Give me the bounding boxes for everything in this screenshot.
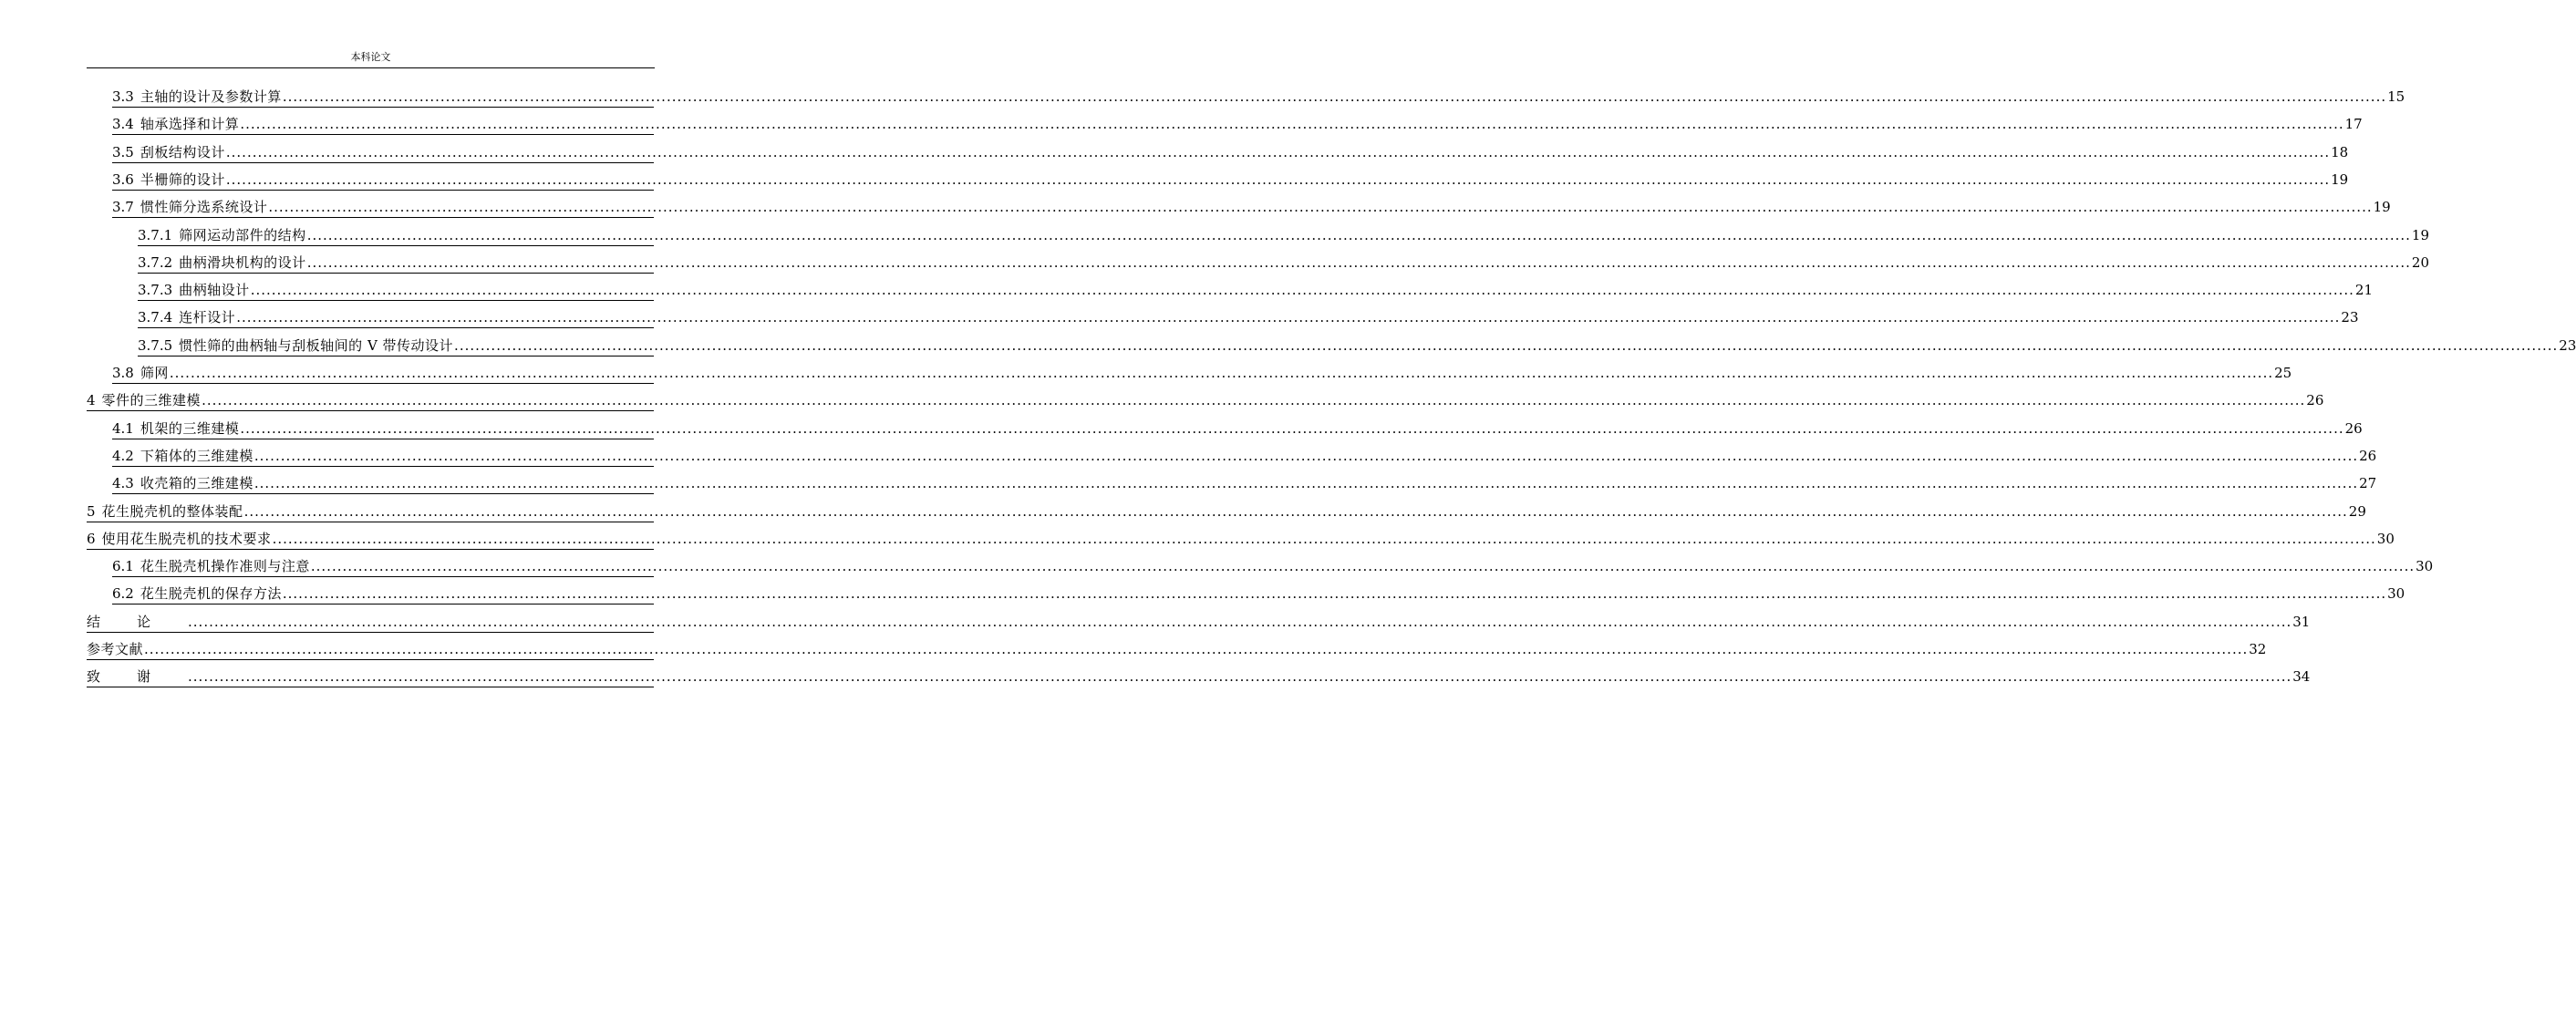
toc-entry-page-number: 23 [2559, 336, 2576, 354]
toc-entry-title: 收壳箱的三维建模 [140, 475, 253, 492]
toc-entry-page-number: 30 [2416, 558, 2434, 575]
toc-entry-number: 3.7.1 [138, 226, 173, 243]
toc-entry-title: 机架的三维建模 [140, 419, 240, 437]
toc-entry-number: 6.1 [112, 558, 134, 575]
toc-entry-title: 花生脱壳机的保存方法 [140, 585, 282, 603]
toc-dot-leader: ................................................................................................................................................................................................................................................................................................................................................................................................................ [202, 392, 2306, 409]
toc-entry-number: 3.6 [112, 170, 134, 188]
toc-entry-number: 3.7.5 [138, 336, 173, 354]
toc-entry-number: 3.4 [112, 116, 134, 133]
toc-entry-number: 4.3 [112, 475, 134, 492]
toc-entry-title: 连杆设计 [179, 309, 236, 326]
toc-entry-title: 致谢 [87, 668, 188, 686]
toc-entry-title: 下箱体的三维建模 [140, 447, 253, 464]
toc-entry-title: 结论 [87, 613, 188, 630]
toc-entry-number: 5 [87, 502, 96, 520]
toc-dot-leader: ................................................................................................................................................................................................................................................................................................................................................................................................................ [306, 226, 2411, 243]
toc-entry-title: 刮板结构设计 [140, 143, 225, 160]
toc-entry-page-number: 29 [2348, 502, 2366, 520]
toc-dot-leader: ................................................................................................................................................................................................................................................................................................................................................................................................................ [272, 530, 2376, 547]
toc-dot-leader: ................................................................................................................................................................................................................................................................................................................................................................................................................ [268, 199, 2373, 216]
toc-entry-page-number: 30 [2376, 530, 2395, 547]
toc-entry[interactable] [112, 167, 2349, 191]
toc-entry-title: 惯性筛分选系统设计 [140, 199, 268, 216]
toc-entry-number: 3.7 [112, 199, 134, 216]
toc-entry[interactable] [112, 581, 2405, 604]
toc-entry[interactable] [138, 305, 2359, 328]
toc-entry-page-number: 26 [2306, 392, 2324, 409]
toc-entry[interactable] [87, 388, 2324, 411]
toc-entry-page-number: 20 [2411, 253, 2430, 271]
toc-entry-page-number: 31 [2292, 613, 2311, 630]
toc-entry-title: 主轴的设计及参数计算 [140, 88, 282, 105]
toc-entry-title: 曲柄滑块机构的设计 [179, 253, 306, 271]
toc-entry-number: 3.7.4 [138, 309, 173, 326]
toc-entry-page-number: 17 [2344, 116, 2363, 133]
toc-entry[interactable] [112, 553, 2434, 577]
toc-entry-page-number: 18 [2331, 143, 2349, 160]
toc-dot-leader: ................................................................................................................................................................................................................................................................................................................................................................................................................ [225, 143, 2331, 160]
toc-entry-title: 花生脱壳机操作准则与注意 [140, 558, 310, 575]
toc-dot-leader: ................................................................................................................................................................................................................................................................................................................................................................................................................ [225, 170, 2331, 188]
toc-entry[interactable] [138, 250, 2430, 274]
toc-entry[interactable] [112, 194, 2391, 218]
toc-entry-title: 零件的三维建模 [101, 392, 202, 409]
toc-entry[interactable] [138, 222, 2430, 246]
toc-entry-page-number: 25 [2274, 365, 2292, 381]
toc-entry-page-number: 19 [2373, 199, 2391, 216]
page-header [87, 49, 655, 68]
toc-dot-leader: ................................................................................................................................................................................................................................................................................................................................................................................................................ [243, 502, 2348, 520]
toc-entry[interactable] [87, 636, 2267, 660]
toc-entry-page-number: 30 [2387, 585, 2405, 603]
toc-entry-title: 参考文献 [87, 641, 144, 657]
toc-dot-leader: ................................................................................................................................................................................................................................................................................................................................................................................................................ [282, 585, 2387, 603]
toc-entry-title: 半栅筛的设计 [140, 170, 225, 188]
toc-dot-leader: ................................................................................................................................................................................................................................................................................................................................................................................................................ [253, 475, 2359, 492]
toc-dot-leader: ................................................................................................................................................................................................................................................................................................................................................................................................................ [144, 641, 2249, 657]
toc-entry-page-number: 26 [2344, 419, 2363, 437]
toc-entry-page-number: 26 [2359, 447, 2377, 464]
toc-dot-leader: ................................................................................................................................................................................................................................................................................................................................................................................................................ [253, 447, 2359, 464]
toc-entry-number: 4 [87, 392, 96, 409]
toc-entry-page-number: 32 [2249, 641, 2267, 657]
toc-entry-title: 轴承选择和计算 [140, 116, 240, 133]
toc-entry-title: 使用花生脱壳机的技术要求 [101, 530, 272, 547]
toc-entry-number: 4.1 [112, 419, 134, 437]
toc-entry-number: 6.2 [112, 585, 134, 603]
toc-entry[interactable] [138, 333, 2576, 356]
toc-entry-number: 3.7.3 [138, 282, 173, 299]
toc-entry[interactable] [87, 499, 2366, 522]
toc-entry-page-number: 23 [2341, 309, 2359, 326]
toc-entry-number: 3.3 [112, 88, 134, 105]
toc-entry-title: 筛网 [140, 365, 169, 381]
toc-dot-leader: ................................................................................................................................................................................................................................................................................................................................................................................................................ [188, 668, 2292, 686]
toc-entry[interactable] [112, 140, 2349, 163]
toc-entry[interactable] [112, 443, 2377, 467]
toc-entry-page-number: 15 [2387, 88, 2405, 105]
toc-entry[interactable] [112, 84, 2405, 108]
toc-dot-leader: ................................................................................................................................................................................................................................................................................................................................................................................................................ [240, 419, 2344, 437]
toc-entry-number: 3.5 [112, 143, 134, 160]
toc-entry-number: 4.2 [112, 447, 134, 464]
toc-dot-leader: ................................................................................................................................................................................................................................................................................................................................................................................................................ [188, 613, 2292, 630]
toc-entry-page-number: 19 [2411, 226, 2430, 243]
toc-dot-leader: ................................................................................................................................................................................................................................................................................................................................................................................................................ [169, 365, 2274, 381]
toc-entry-title: 筛网运动部件的结构 [179, 226, 306, 243]
toc-dot-leader: ................................................................................................................................................................................................................................................................................................................................................................................................................ [306, 253, 2411, 271]
toc-entry[interactable] [112, 416, 2363, 439]
toc-entry-number: 3.7.2 [138, 253, 173, 271]
toc-entry[interactable] [87, 526, 2395, 550]
toc-dot-leader: ................................................................................................................................................................................................................................................................................................................................................................................................................ [310, 558, 2416, 575]
toc-entry[interactable] [112, 111, 2363, 135]
toc-entry-title: 曲柄轴设计 [179, 282, 250, 299]
toc-dot-leader: ................................................................................................................................................................................................................................................................................................................................................................................................................ [282, 88, 2387, 105]
header-title: 本科论文 [350, 51, 391, 63]
toc-dot-leader: ................................................................................................................................................................................................................................................................................................................................................................................................................ [240, 116, 2344, 133]
toc-entry-page-number: 19 [2331, 170, 2349, 188]
toc-entry[interactable] [112, 470, 2377, 494]
toc-entry-page-number: 34 [2292, 668, 2311, 686]
toc-dot-leader: ................................................................................................................................................................................................................................................................................................................................................................................................................ [454, 336, 2559, 354]
toc-entry-title: 惯性筛的曲柄轴与刮板轴间的 V 带传动设计 [179, 336, 454, 354]
toc-dot-leader: ................................................................................................................................................................................................................................................................................................................................................................................................................ [250, 282, 2354, 299]
toc-entry-page-number: 27 [2359, 475, 2377, 492]
toc-entry-title: 花生脱壳机的整体装配 [101, 502, 243, 520]
toc-entry[interactable] [87, 664, 2311, 687]
toc-dot-leader: ................................................................................................................................................................................................................................................................................................................................................................................................................ [236, 309, 2341, 326]
toc-entry[interactable] [138, 277, 2374, 301]
toc-entry-number: 3.8 [112, 365, 134, 381]
toc-entry[interactable] [87, 609, 2311, 633]
toc-entry-number: 6 [87, 530, 96, 547]
toc-entry[interactable] [112, 360, 2292, 384]
toc-entry-page-number: 21 [2354, 282, 2374, 299]
